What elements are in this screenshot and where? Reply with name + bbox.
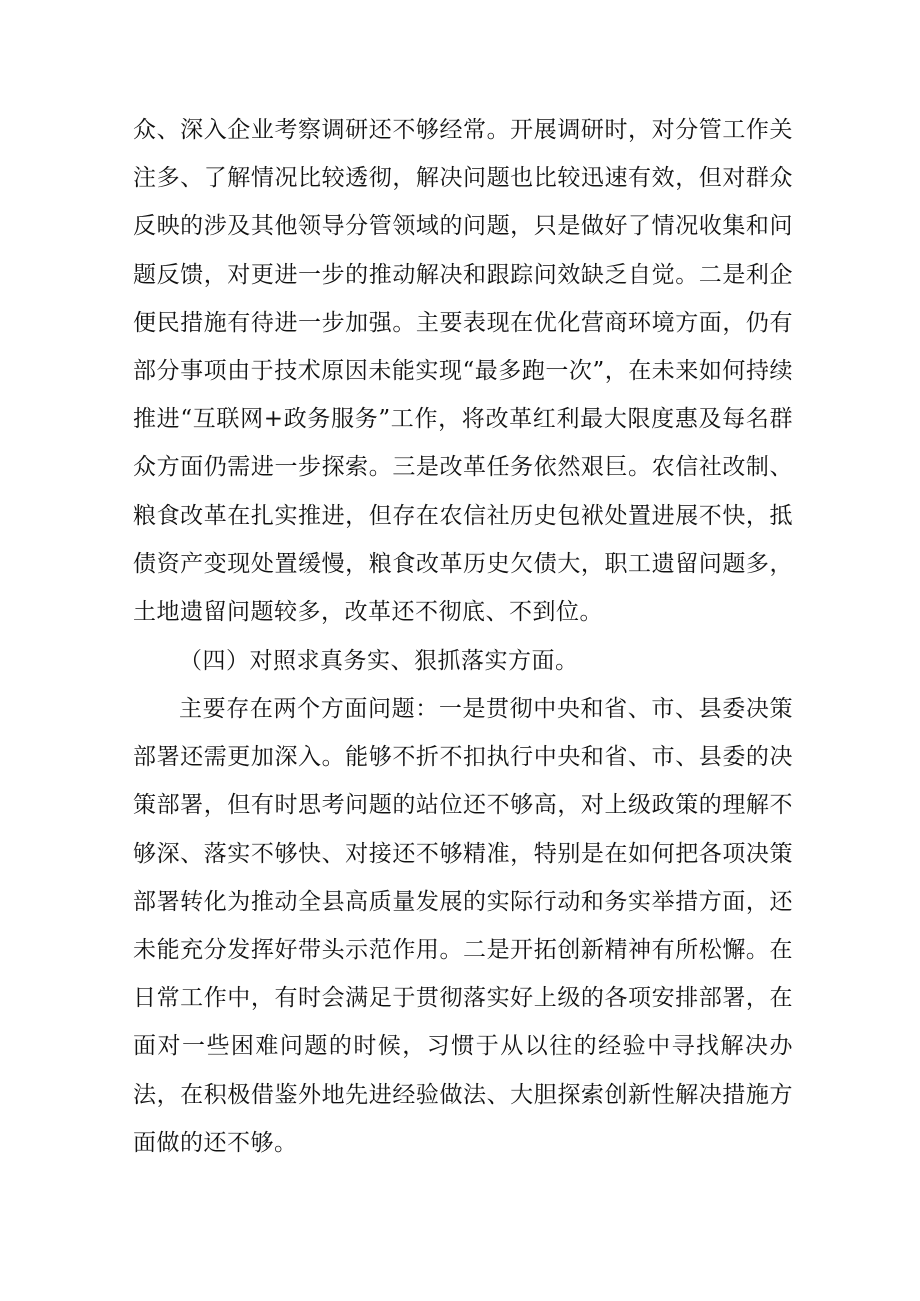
body-paragraph-section-four: 主要存在两个方面问题：一是贯彻中央和省、市、县委决策部署还需更加深入。能够不折不扣执行中央和省、市、县委的决策部署，但有时思考问题的站位还不够高，对上级政策的理解不够深、落实不够快、对接还不够精准，特别是在如何把各项决策部署转化为推动全县高质量发展的实际行动和务实举措方面，还未能充分发挥好带头示范作用。二是开拓创新精神有所松懈。在日常工作中，有时会满足于贯彻落实好上级的各项安排部署，在面对一些困难问题的时候，习惯于从以往的经验中寻找解决办法，在积极借鉴外地先进经验做法、大胆探索创新性解决措施方面做的还不够。	[133, 696, 793, 1156]
section-heading-four: （四）对照求真务实、狠抓落实方面。	[179, 648, 579, 674]
body-paragraph-continued: 众、深入企业考察调研还不够经常。开展调研时，对分管工作关注多、了解情况比较透彻，解决问题也比较迅速有效，但对群众反映的涉及其他领导分管领域的问题，只是做好了情况收集和问题反馈，对更进一步的推动解决和跟踪问效缺乏自觉。二是利企便民措施有待进一步加强。主要表现在优化营商环境方面，仍有部分事项由于技术原因未能实现“最多跑一次”，在未来如何持续推进“互联网+政务服务”工作，将改革红利最大限度惠及每名群众方面仍需进一步探索。三是改革任务依然艰巨。农信社改制、粮食改革在扎实推进，但存在农信社历史包袱处置进展不快，抵债资产变现处置缓慢，粮食改革历史欠债大，职工遗留问题多，土地遗留问题较多，改革还不彻底、不到位。	[133, 117, 793, 626]
